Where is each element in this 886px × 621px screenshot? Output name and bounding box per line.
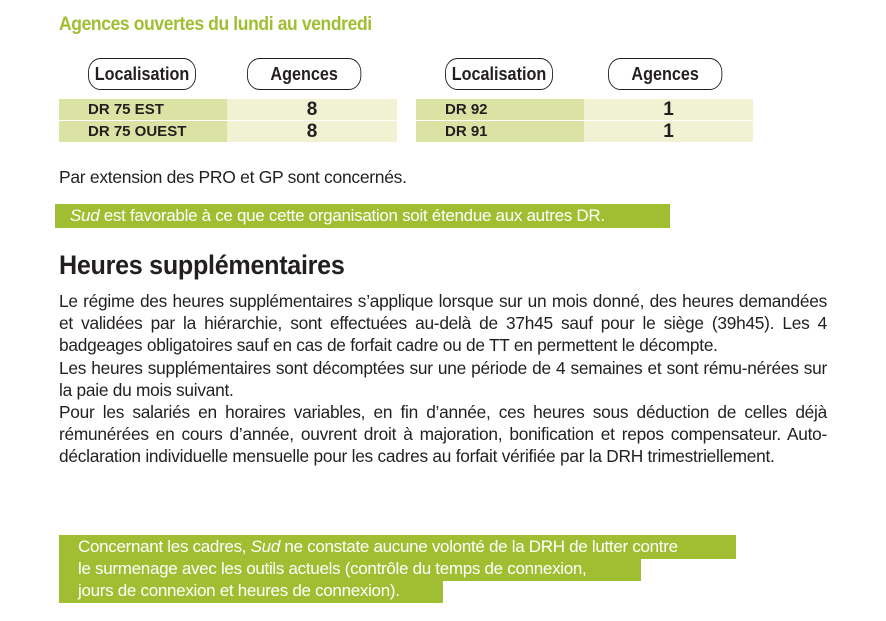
section-title: Heures supplémentaires — [59, 250, 345, 280]
row-localisation: DR 75 OUEST — [59, 121, 227, 142]
highlight-note-text: est favorable à ce que cette organisation soit étendue aux autres DR. — [99, 206, 605, 225]
sud-emphasis: Sud — [70, 206, 100, 225]
highlight-line-text: le surmenage avec les outils actuels (contrôle du temps de connexion, — [78, 559, 587, 578]
section-subtitle: Agences ouvertes du lundi au vendredi — [59, 14, 372, 35]
table-row — [416, 99, 753, 120]
paragraph: Les heures supplémentaires sont décomptées sur une période de 4 semaines et sont rému-nérées sur la paie du mois suivant. — [59, 357, 827, 400]
header-agences: Agences — [608, 58, 722, 90]
paragraph: Le régime des heures supplémentaires s’applique lorsque sur un mois donné, des heures demandées et validées par la hiérarchie, sont effectuées au-delà de 37h45 sauf pour le siège (39h45). Les 4 badgeages obligatoires sauf en cas de forfait cadre ou de TT en permettent le décompte. — [59, 291, 827, 356]
row-agences: 1 — [584, 99, 753, 120]
header-localisation: Localisation — [88, 58, 196, 90]
table-row — [59, 99, 397, 120]
row-agences: 8 — [227, 121, 397, 142]
header-agences: Agences — [247, 58, 361, 90]
highlight-line — [59, 557, 641, 581]
highlight-line — [59, 579, 443, 603]
row-localisation: DR 75 EST — [59, 99, 227, 120]
row-agences: 1 — [584, 121, 753, 142]
highlight-line — [59, 535, 736, 559]
row-localisation: DR 92 — [416, 99, 584, 120]
highlight-note — [55, 204, 670, 228]
header-localisation: Localisation — [445, 58, 553, 90]
body-text — [59, 290, 827, 468]
highlight-line-text: jours de connexion et heures de connexion). — [78, 581, 400, 600]
sud-emphasis: Sud — [250, 537, 280, 556]
paragraph: Pour les salariés en horaires variables, en fin d’année, ces heures sous déduction de celles déjà rémunérées en cours d’année, ouvrent droit à majoration, bonification et repos compensateur. Auto-déclaration individuelle mensuelle pour les cadres au forfait vérifiée par la DRH trimestriellement. — [59, 402, 827, 467]
highlight-line-text: Concernant les cadres, — [78, 537, 251, 556]
extension-text: Par extension des PRO et GP sont concernés. — [59, 167, 407, 187]
table-row — [59, 121, 397, 142]
highlight-line-text: ne constate aucune volonté de la DRH de lutter contre — [280, 537, 678, 556]
table-row — [416, 121, 753, 142]
row-localisation: DR 91 — [416, 121, 584, 142]
row-agences: 8 — [227, 99, 397, 120]
